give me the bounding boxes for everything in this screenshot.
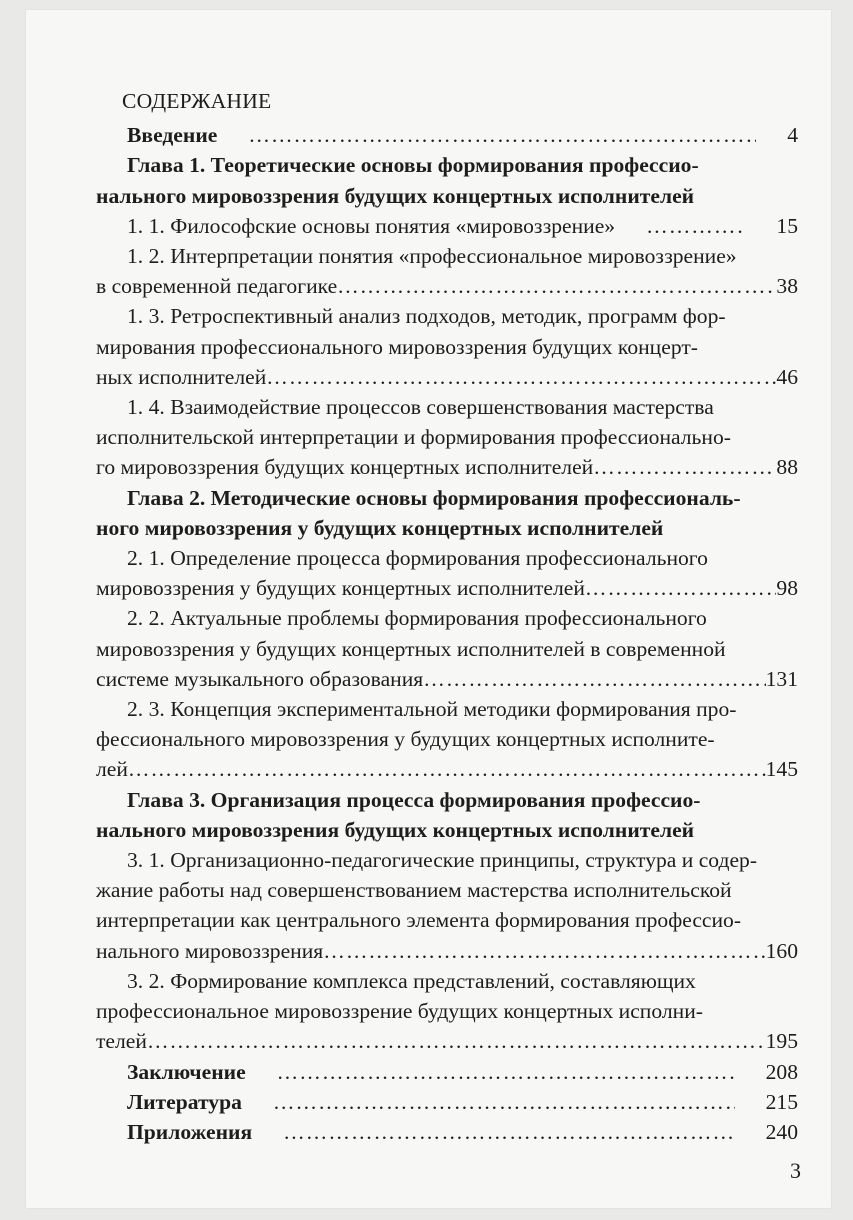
dot-leader	[217, 120, 756, 150]
toc-label: интерпретации как центрального элемента формирования профессио-	[96, 908, 742, 933]
toc-entry-conclusion	[96, 1057, 798, 1087]
toc-entry-1-2	[96, 241, 798, 271]
chapter-3-title-cont	[96, 815, 798, 845]
dot-leader	[252, 1117, 734, 1147]
toc-label: Приложения	[127, 1119, 253, 1144]
dot-leader	[147, 1026, 766, 1056]
toc-page-number: 215	[765, 1089, 798, 1114]
dot-leader	[423, 664, 765, 694]
chapter-title-line: Глава 1. Теоретические основы формирования профессио-	[127, 153, 699, 178]
toc-label: 2. 3. Концепция экспериментальной методики формирования про-	[127, 697, 737, 722]
toc-entry-1-4-end	[96, 452, 798, 482]
toc-page-number: 160	[765, 938, 798, 963]
toc-entry-2-2-end	[96, 664, 798, 694]
toc-label: Литература	[127, 1089, 242, 1114]
toc-page-number: 46	[776, 364, 798, 389]
toc-entry-1-3-cont	[96, 332, 798, 362]
toc-page-number: 4	[787, 123, 798, 148]
toc-label: жание работы над совершенствованием мастерства исполнительской	[96, 878, 732, 903]
toc-entry-1-3	[96, 301, 798, 331]
table-of-contents	[96, 86, 798, 1147]
toc-entry-3-1-cont	[96, 875, 798, 905]
toc-label: 1. 2. Интерпретации понятия «профессиональное мировоззрение»	[127, 244, 737, 269]
chapter-1-title	[96, 150, 798, 180]
toc-page-number: 88	[776, 455, 798, 480]
chapter-1-title-cont	[96, 181, 798, 211]
toc-page-number: 195	[765, 1029, 798, 1054]
toc-entry-1-4-cont	[96, 422, 798, 452]
dot-leader	[323, 936, 765, 966]
toc-page-number: 208	[765, 1059, 798, 1084]
toc-page-number: 38	[776, 274, 798, 299]
dot-leader	[593, 452, 776, 482]
toc-page-number: 145	[765, 757, 798, 782]
toc-label: Заключение	[127, 1059, 246, 1084]
toc-label: Введение	[127, 123, 218, 148]
chapter-title-line: Глава 2. Методические основы формирования профессиональ-	[127, 485, 741, 510]
dot-leader	[585, 573, 777, 603]
toc-page-number: 131	[765, 666, 798, 691]
toc-label: мирования профессионального мировоззрения будущих концерт-	[96, 334, 698, 359]
chapter-title-line: нального мировоззрения будущих концертных исполнителей	[96, 183, 695, 208]
toc-entry-3-1-end	[96, 936, 798, 966]
toc-label: 3. 1. Организационно-педагогические принципы, структура и содер-	[127, 848, 758, 873]
toc-label: 1. 3. Ретроспективный анализ подходов, методик, программ фор-	[127, 304, 726, 329]
toc-label: 2. 2. Актуальные проблемы формирования профессионального	[127, 606, 707, 631]
toc-label: 1. 1. Философские основы понятия «мировоззрение»	[127, 213, 616, 238]
dot-leader	[128, 754, 766, 784]
toc-label: системе музыкального образования	[96, 666, 424, 691]
dot-leader	[246, 1057, 735, 1087]
toc-label: лей	[96, 757, 128, 782]
toc-page-number: 98	[776, 576, 798, 601]
toc-label: ных исполнителей	[96, 364, 267, 389]
chapter-title-line: нального мировоззрения будущих концертных исполнителей	[96, 817, 695, 842]
toc-entry-2-3-end	[96, 754, 798, 784]
toc-label: фессионального мировоззрения у будущих концертных исполните-	[96, 727, 715, 752]
chapter-2-title-cont	[96, 513, 798, 543]
toc-label: профессиональное мировоззрение будущих концертных исполни-	[96, 999, 703, 1024]
toc-entry-3-2	[96, 966, 798, 996]
toc-entry-3-1	[96, 845, 798, 875]
toc-entry-3-2-end	[96, 1026, 798, 1056]
chapter-3-title	[96, 785, 798, 815]
toc-entry-2-3-cont	[96, 724, 798, 754]
dot-leader	[266, 362, 776, 392]
toc-entry-2-1	[96, 543, 798, 573]
toc-label: телей	[96, 1029, 147, 1054]
page-title: СОДЕРЖАНИЕ	[122, 89, 272, 113]
toc-entry-2-1-end	[96, 573, 798, 603]
toc-label: 2. 1. Определение процесса формирования профессионального	[127, 546, 708, 571]
toc-entry-3-1-cont2	[96, 905, 798, 935]
toc-entry-2-2	[96, 603, 798, 633]
toc-entry-3-2-cont	[96, 996, 798, 1026]
book-page	[26, 10, 831, 1208]
toc-label: 1. 4. Взаимодействие процессов совершенствования мастерства	[127, 395, 714, 420]
toc-label: го мировоззрения будущих концертных исполнителей	[96, 455, 594, 480]
toc-entry-1-4	[96, 392, 798, 422]
chapter-title-line: Глава 3. Организация процесса формирования профессио-	[127, 787, 701, 812]
toc-entry-1-1	[96, 211, 798, 241]
toc-entry-2-3	[96, 694, 798, 724]
toc-entry-1-2-end	[96, 271, 798, 301]
dot-leader	[337, 271, 776, 301]
toc-entry-2-2-cont	[96, 634, 798, 664]
chapter-title-line: ного мировоззрения у будущих концертных исполнителей	[96, 515, 664, 540]
toc-label: в современной педагогике	[96, 274, 338, 299]
dot-leader	[615, 211, 745, 241]
toc-label: 3. 2. Формирование комплекса представлений, составляющих	[127, 968, 696, 993]
dot-leader	[242, 1087, 735, 1117]
toc-label: исполнительской интерпретации и формирования профессионально-	[96, 425, 731, 450]
toc-entry-introduction	[96, 120, 798, 150]
toc-entry-appendix	[96, 1117, 798, 1147]
toc-page-number: 240	[765, 1119, 798, 1144]
toc-label: нального мировоззрения	[96, 938, 324, 963]
toc-label: мировоззрения у будущих концертных исполнителей	[96, 576, 585, 601]
toc-entry-1-3-end	[96, 362, 798, 392]
toc-page-number: 15	[776, 213, 798, 238]
toc-entry-literature	[96, 1087, 798, 1117]
chapter-2-title	[96, 483, 798, 513]
toc-label: мировоззрения у будущих концертных исполнителей в современной	[96, 636, 726, 661]
page-number: 3	[790, 1158, 801, 1183]
